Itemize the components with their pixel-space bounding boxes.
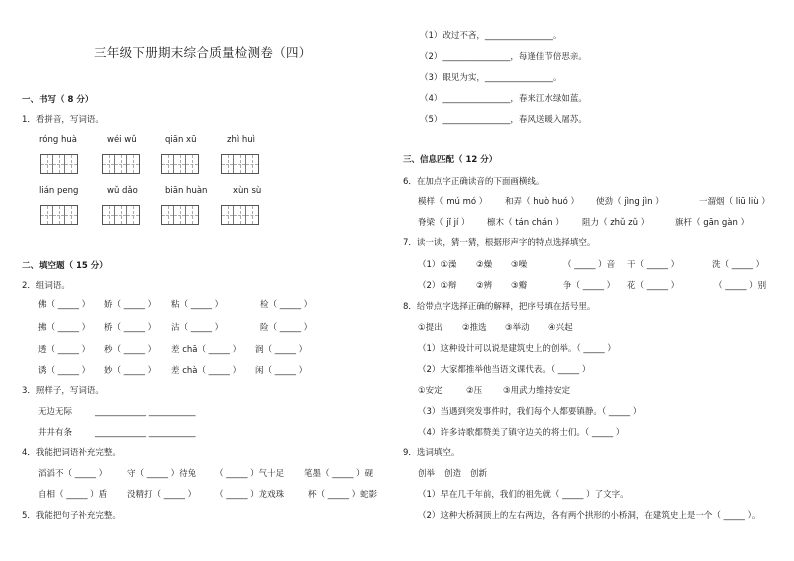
- q8-prompt: 8．给带点字选择正确的解释，把序号填在括号里。: [403, 302, 596, 312]
- pinyin-7: biān huàn: [165, 186, 208, 196]
- fill-item[interactable]: 闲（ _____ ）: [255, 366, 308, 376]
- writing-grid[interactable]: [161, 154, 199, 174]
- fill-item[interactable]: 桥（ _____ ）: [104, 323, 157, 333]
- q2-prompt: 2．组词语。: [22, 281, 70, 291]
- pronunciation-item[interactable]: 脊梁（ jǐ jí ）: [418, 218, 470, 228]
- writing-grid[interactable]: [102, 154, 140, 174]
- q3-prompt: 3．照样子，写词语。: [22, 386, 104, 396]
- pronunciation-item[interactable]: 模样（ mú mó ）: [418, 197, 488, 207]
- fill-item[interactable]: 笔墨（ _____ ）砚: [304, 469, 374, 479]
- q1-prompt: 1．看拼音，写词语。: [22, 115, 104, 125]
- pronunciation-item[interactable]: 檩木（ tán chán ）: [487, 218, 564, 228]
- section-heading-3: 三、信息匹配（ 12 分）: [403, 155, 498, 165]
- fill-item[interactable]: 花（ _____ ）: [627, 281, 680, 291]
- pinyin-3: qiān xū: [165, 135, 197, 145]
- fill-item[interactable]: 透（ _____ ）: [38, 345, 91, 355]
- fill-item[interactable]: 检（ _____ ）: [260, 300, 313, 310]
- sentence-line[interactable]: （4）________________，春来江水绿如蓝。: [420, 94, 587, 104]
- fill-item[interactable]: 妙（ _____ ）: [104, 366, 157, 376]
- fill-item[interactable]: （1）早在几千年前，我们的祖先就（ _____ ）了文字。: [418, 490, 629, 500]
- fill-item[interactable]: 粘（ _____ ）: [171, 300, 224, 310]
- writing-grid[interactable]: [161, 205, 199, 225]
- q4-prompt: 4．我能把词语补充完整。: [22, 448, 121, 458]
- pronunciation-item[interactable]: 阻力（ zhǔ zǔ ）: [582, 218, 650, 228]
- writing-grid[interactable]: [221, 154, 259, 174]
- example-word: 无边无际: [38, 407, 73, 417]
- fill-item[interactable]: 险（ _____ ）: [260, 323, 313, 333]
- fill-item[interactable]: 润（ _____ ）: [255, 345, 308, 355]
- pronunciation-item[interactable]: 和弄（ huò huó ）: [505, 197, 580, 207]
- word-option: 创造: [444, 469, 462, 479]
- fill-item[interactable]: 沾（ _____ ）: [171, 323, 224, 333]
- pronunciation-item[interactable]: 使劲（ jìng jìn ）: [596, 197, 664, 207]
- option-text: ①提出: [418, 323, 443, 333]
- q9-prompt: 9．选词填空。: [403, 448, 460, 458]
- fill-item[interactable]: 差 chà（ _____ ）: [171, 366, 242, 376]
- fill-item[interactable]: （2）这种大桥洞顶上的左右两边，各有两个拱形的小桥洞，在建筑史上是一个（ _____ ）。: [418, 511, 761, 521]
- fill-item[interactable]: （1）这种设计可以说是建筑史上的创举。（ _____ ）: [418, 344, 616, 354]
- sentence-line[interactable]: （1）改过不吝，________________。: [420, 31, 562, 41]
- option-text: ①安定: [418, 386, 443, 396]
- word-option: 创新: [470, 469, 488, 479]
- option-text: ②辨: [476, 281, 493, 291]
- answer-blanks[interactable]: ____________ ___________: [95, 428, 196, 438]
- fill-item[interactable]: （4）许多诗歌都赞美了镇守边关的将士们。（ _____ ）: [418, 428, 625, 438]
- pinyin-8: xùn sù: [233, 186, 262, 196]
- fill-item[interactable]: 杯（ _____ ）蛇影: [308, 490, 378, 500]
- fill-item[interactable]: （ _____ ）龙戏珠: [215, 490, 285, 500]
- sentence-line[interactable]: （2）________________，每逢佳节倍思亲。: [420, 52, 587, 62]
- option-text: ③噪: [511, 260, 528, 270]
- fill-item[interactable]: 没精打（ _____ ）: [127, 490, 197, 500]
- fill-item[interactable]: 娇（ _____ ）: [104, 300, 157, 310]
- fill-item[interactable]: （2）大家都推举他当语文课代表。（ _____ ）: [418, 365, 591, 375]
- fill-item[interactable]: （ _____ ）别: [714, 281, 767, 291]
- pronunciation-item[interactable]: 旗杆（ gān gàn ）: [675, 218, 750, 228]
- fill-item[interactable]: 自相（ _____ ）盾: [38, 490, 108, 500]
- writing-grid[interactable]: [40, 154, 78, 174]
- option-text: ④兴起: [548, 323, 573, 333]
- fill-item[interactable]: 争（ _____ ）: [563, 281, 616, 291]
- option-text: （2）①辩: [418, 281, 457, 291]
- pinyin-4: zhì huì: [227, 135, 256, 145]
- fill-item[interactable]: 洗（ _____ ）: [712, 260, 765, 270]
- fill-item[interactable]: 诱（ _____ ）: [38, 366, 91, 376]
- writing-grid[interactable]: [102, 205, 140, 225]
- pronunciation-item[interactable]: 一溜烟（ liū liù ）: [699, 197, 770, 207]
- sentence-line[interactable]: （3）眼见为实，________________。: [420, 73, 562, 83]
- fill-item[interactable]: （ _____ ）气十足: [215, 469, 285, 479]
- pinyin-2: wéi wǔ: [107, 135, 137, 145]
- q7-prompt: 7．读一读，猜一猜，根据形声字的特点选择填空。: [403, 238, 596, 248]
- page-title: 三年级下册期末综合质量检测卷（四）: [94, 45, 312, 60]
- fill-item[interactable]: 滔滔不（ _____ ）: [38, 469, 108, 479]
- writing-grid[interactable]: [221, 205, 259, 225]
- pinyin-6: wǔ dǎo: [107, 186, 138, 196]
- fill-item[interactable]: （3）当遇到突发事件时，我们每个人都要镇静。（ _____ ）: [418, 407, 642, 417]
- pinyin-1: róng huà: [39, 135, 77, 145]
- option-text: ②压: [466, 386, 483, 396]
- option-text: ③瓣: [511, 281, 528, 291]
- sentence-line[interactable]: （5）________________，春风送暖入屠苏。: [420, 115, 587, 125]
- q6-prompt: 6．在加点字正确读音的下面画横线。: [403, 177, 545, 187]
- answer-blanks[interactable]: ____________ ___________: [95, 407, 196, 417]
- pinyin-5: lián peng: [39, 186, 79, 196]
- option-text: ②燥: [476, 260, 493, 270]
- q5-prompt: 5．我能把句子补充完整。: [22, 511, 121, 521]
- option-text: ③用武力维持安定: [503, 386, 571, 396]
- section-heading-1: 一、书写（ 8 分）: [22, 95, 94, 105]
- fill-item[interactable]: 守（ _____ ）待兔: [127, 469, 197, 479]
- fill-item[interactable]: （ _____ ）音: [563, 260, 616, 270]
- section-heading-2: 二、填空题（ 15 分）: [22, 261, 108, 271]
- option-text: ②推选: [462, 323, 487, 333]
- option-text: ③举动: [505, 323, 530, 333]
- word-option: 创举: [418, 469, 436, 479]
- option-text: （1）①澡: [418, 260, 457, 270]
- fill-item[interactable]: 差 chā（ _____ ）: [171, 345, 242, 355]
- fill-item[interactable]: 干（ _____ ）: [627, 260, 680, 270]
- fill-item[interactable]: 秒（ _____ ）: [104, 345, 157, 355]
- fill-item[interactable]: 拂（ _____ ）: [38, 323, 91, 333]
- fill-item[interactable]: 佛（ _____ ）: [38, 300, 91, 310]
- writing-grid[interactable]: [40, 205, 78, 225]
- example-word: 井井有条: [38, 428, 73, 438]
